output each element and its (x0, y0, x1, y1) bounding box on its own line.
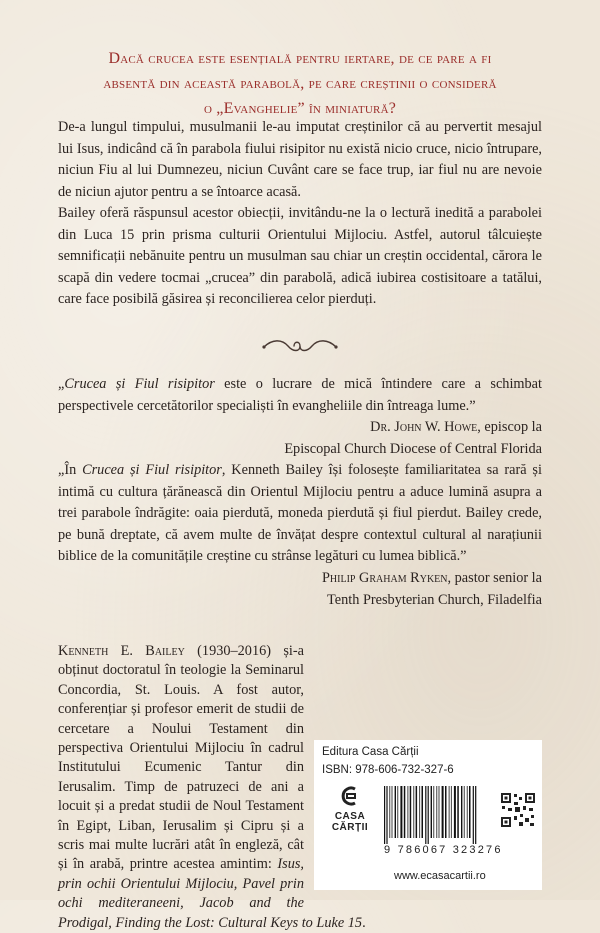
barcode-bar (389, 786, 390, 838)
quote-text: este o lucrare de mică întindere care a schimbat perspectivele cercetătorilor specialiști în evangheliile din întreaga lume.” (58, 376, 542, 414)
quote-attribution (58, 568, 542, 611)
barcode-bar (408, 786, 409, 838)
logo-line-2: CĂRȚII (331, 822, 369, 833)
endorsement-quote-2 (58, 460, 542, 611)
barcode-bar (431, 786, 432, 838)
ornament-divider-icon (260, 335, 340, 357)
quote-attribution (58, 417, 542, 460)
book-title: Crucea și Fiul risipitor (82, 462, 222, 478)
barcode-bar (425, 786, 426, 844)
intro-line: absentă din această parabolă, pe care creștinii o consideră (103, 75, 497, 92)
publisher-logo-icon (337, 786, 363, 806)
intro-line: o „Evanghelie” în miniatură? (203, 100, 397, 117)
barcode-bar (461, 786, 462, 838)
barcode-digits: 9 786067 323276 (384, 844, 503, 856)
barcode-bar (475, 786, 476, 844)
intro-line: Dacă crucea este esențială pentru iertare, de ce pare a fi (108, 50, 492, 67)
barcode-bar (436, 786, 437, 838)
endorsement-quote-1 (58, 374, 542, 460)
quote-text: , Kenneth Bailey își folosește familiaritatea sa rară și intimă cu cultura țărănească din Orientul Mijlociu pentru a aduce lumină asupra a trei parabole îndrăgite: oaia pierdută, moneda pierdută și fiul pierdut. Bailey crede, pe bună dreptate, că avem multe de învățat despre contextul cultural al narațiunii biblice de la comunitățile creștine cu strânse legături cu lumea biblică.” (58, 462, 542, 565)
barcode-bar (397, 786, 398, 838)
barcode-bar (404, 786, 406, 838)
bio-author-name: Kenneth E. Bailey (58, 643, 185, 659)
barcode-bar (469, 786, 471, 838)
barcode-bar (410, 786, 412, 838)
barcode-bar (413, 786, 414, 838)
qr-code-icon (500, 792, 536, 828)
barcode-bar (419, 786, 420, 838)
barcode-bar (454, 786, 456, 838)
barcode-bar (395, 786, 396, 838)
publisher-barcode-panel (314, 740, 542, 890)
logo-line-1: CASA (334, 811, 366, 822)
book-title: Crucea și Fiul risipitor (64, 376, 215, 392)
barcode-bar (416, 786, 418, 838)
barcode-bar (439, 786, 440, 838)
barcode-bar (428, 786, 429, 844)
author-name: Dr. John W. Howe (370, 419, 478, 436)
barcode-bar (457, 786, 459, 838)
body-paragraph-1: De-a lungul timpului, musulmanii le-au imputat creștinilor că au pervertit mesajul lui Isus, indicând că în parabola fiului risipitor nu există nicio cruce, nicio întrupare, niciun Fiu al lui Dumnezeu, niciun Cuvânt care se face trup, iar fiul nu are nevoie de niciun ajutor pentru a se întoarce acasă. (58, 119, 542, 200)
intro-question (58, 46, 542, 121)
bio-text: (1930–2016) și-a obținut doctoratul în teologie la Seminarul Concordia, St. Louis. A fost autor, conferențiar și profesor emerit de studii de cercetare a Noului Testament din perspectiva Orientului Mijlociu în cadrul Institutului Ecumenic Tantur din Ierusalim. Timp de patruzeci de ani a locuit și a predat studii de Noul Testament în Egipt, Liban, Ierusalim și Cipru și a scris mai multe lucrări atât în engleză, cât și în arabă, printre acestea amintim: (58, 643, 304, 873)
barcode-bar (384, 786, 385, 844)
barcode-bar (464, 786, 465, 838)
barcode-bar (433, 786, 434, 838)
barcode-bar (422, 786, 424, 838)
publisher-website: www.ecasacartii.ro (394, 870, 486, 882)
author-role: , episcop la (477, 419, 542, 436)
barcode-bar (449, 786, 450, 838)
publisher-name: Editura Casa Cărții (322, 746, 419, 758)
author-organization: Tenth Presbyterian Church, Filadelfia (327, 591, 542, 608)
barcode-bar (442, 786, 444, 838)
isbn-barcode (382, 786, 500, 844)
barcode-bar (451, 786, 452, 838)
barcode-bar (467, 786, 468, 838)
author-role: , pastor senior la (447, 569, 542, 586)
isbn-label: ISBN: 978-606-732-327-6 (322, 764, 454, 776)
author-organization: Episcopal Church Diocese of Central Florida (284, 440, 542, 457)
barcode-bar (473, 786, 474, 844)
quote-open: „ (58, 376, 65, 392)
barcode-bar (445, 786, 447, 838)
bio-end: . (362, 914, 366, 931)
quote-prefix: „În (58, 462, 83, 478)
publisher-logo (324, 786, 376, 833)
barcode-bar (386, 786, 387, 844)
body-paragraph-2: Bailey oferă răspunsul acestor obiecții, invitându-ne la o lectură inedită a parabolei din Luca 15 prin prisma culturii Orientului Mijlociu. Astfel, autorul tâlcuiește semnificații nebănuite pentru un musulman sau chiar un creștin occidental, cărora le scapă din vedere tocmai „crucea” din parabolă, adică iubirea costisitoare a tatălui, care face posibilă găsirea și reconcilierea celor pierduți. (58, 205, 542, 308)
author-name: Philip Graham Ryken (321, 569, 448, 586)
bio-works: Isus, prin ochii Orientului Mijlociu, Pavel prin ochi mediteraneeni, Jacob and the Prodigal, Finding the Lost: Cultural Keys to Luke 15 (58, 856, 363, 931)
barcode-bar (400, 786, 402, 838)
barcode-bar (392, 786, 393, 838)
